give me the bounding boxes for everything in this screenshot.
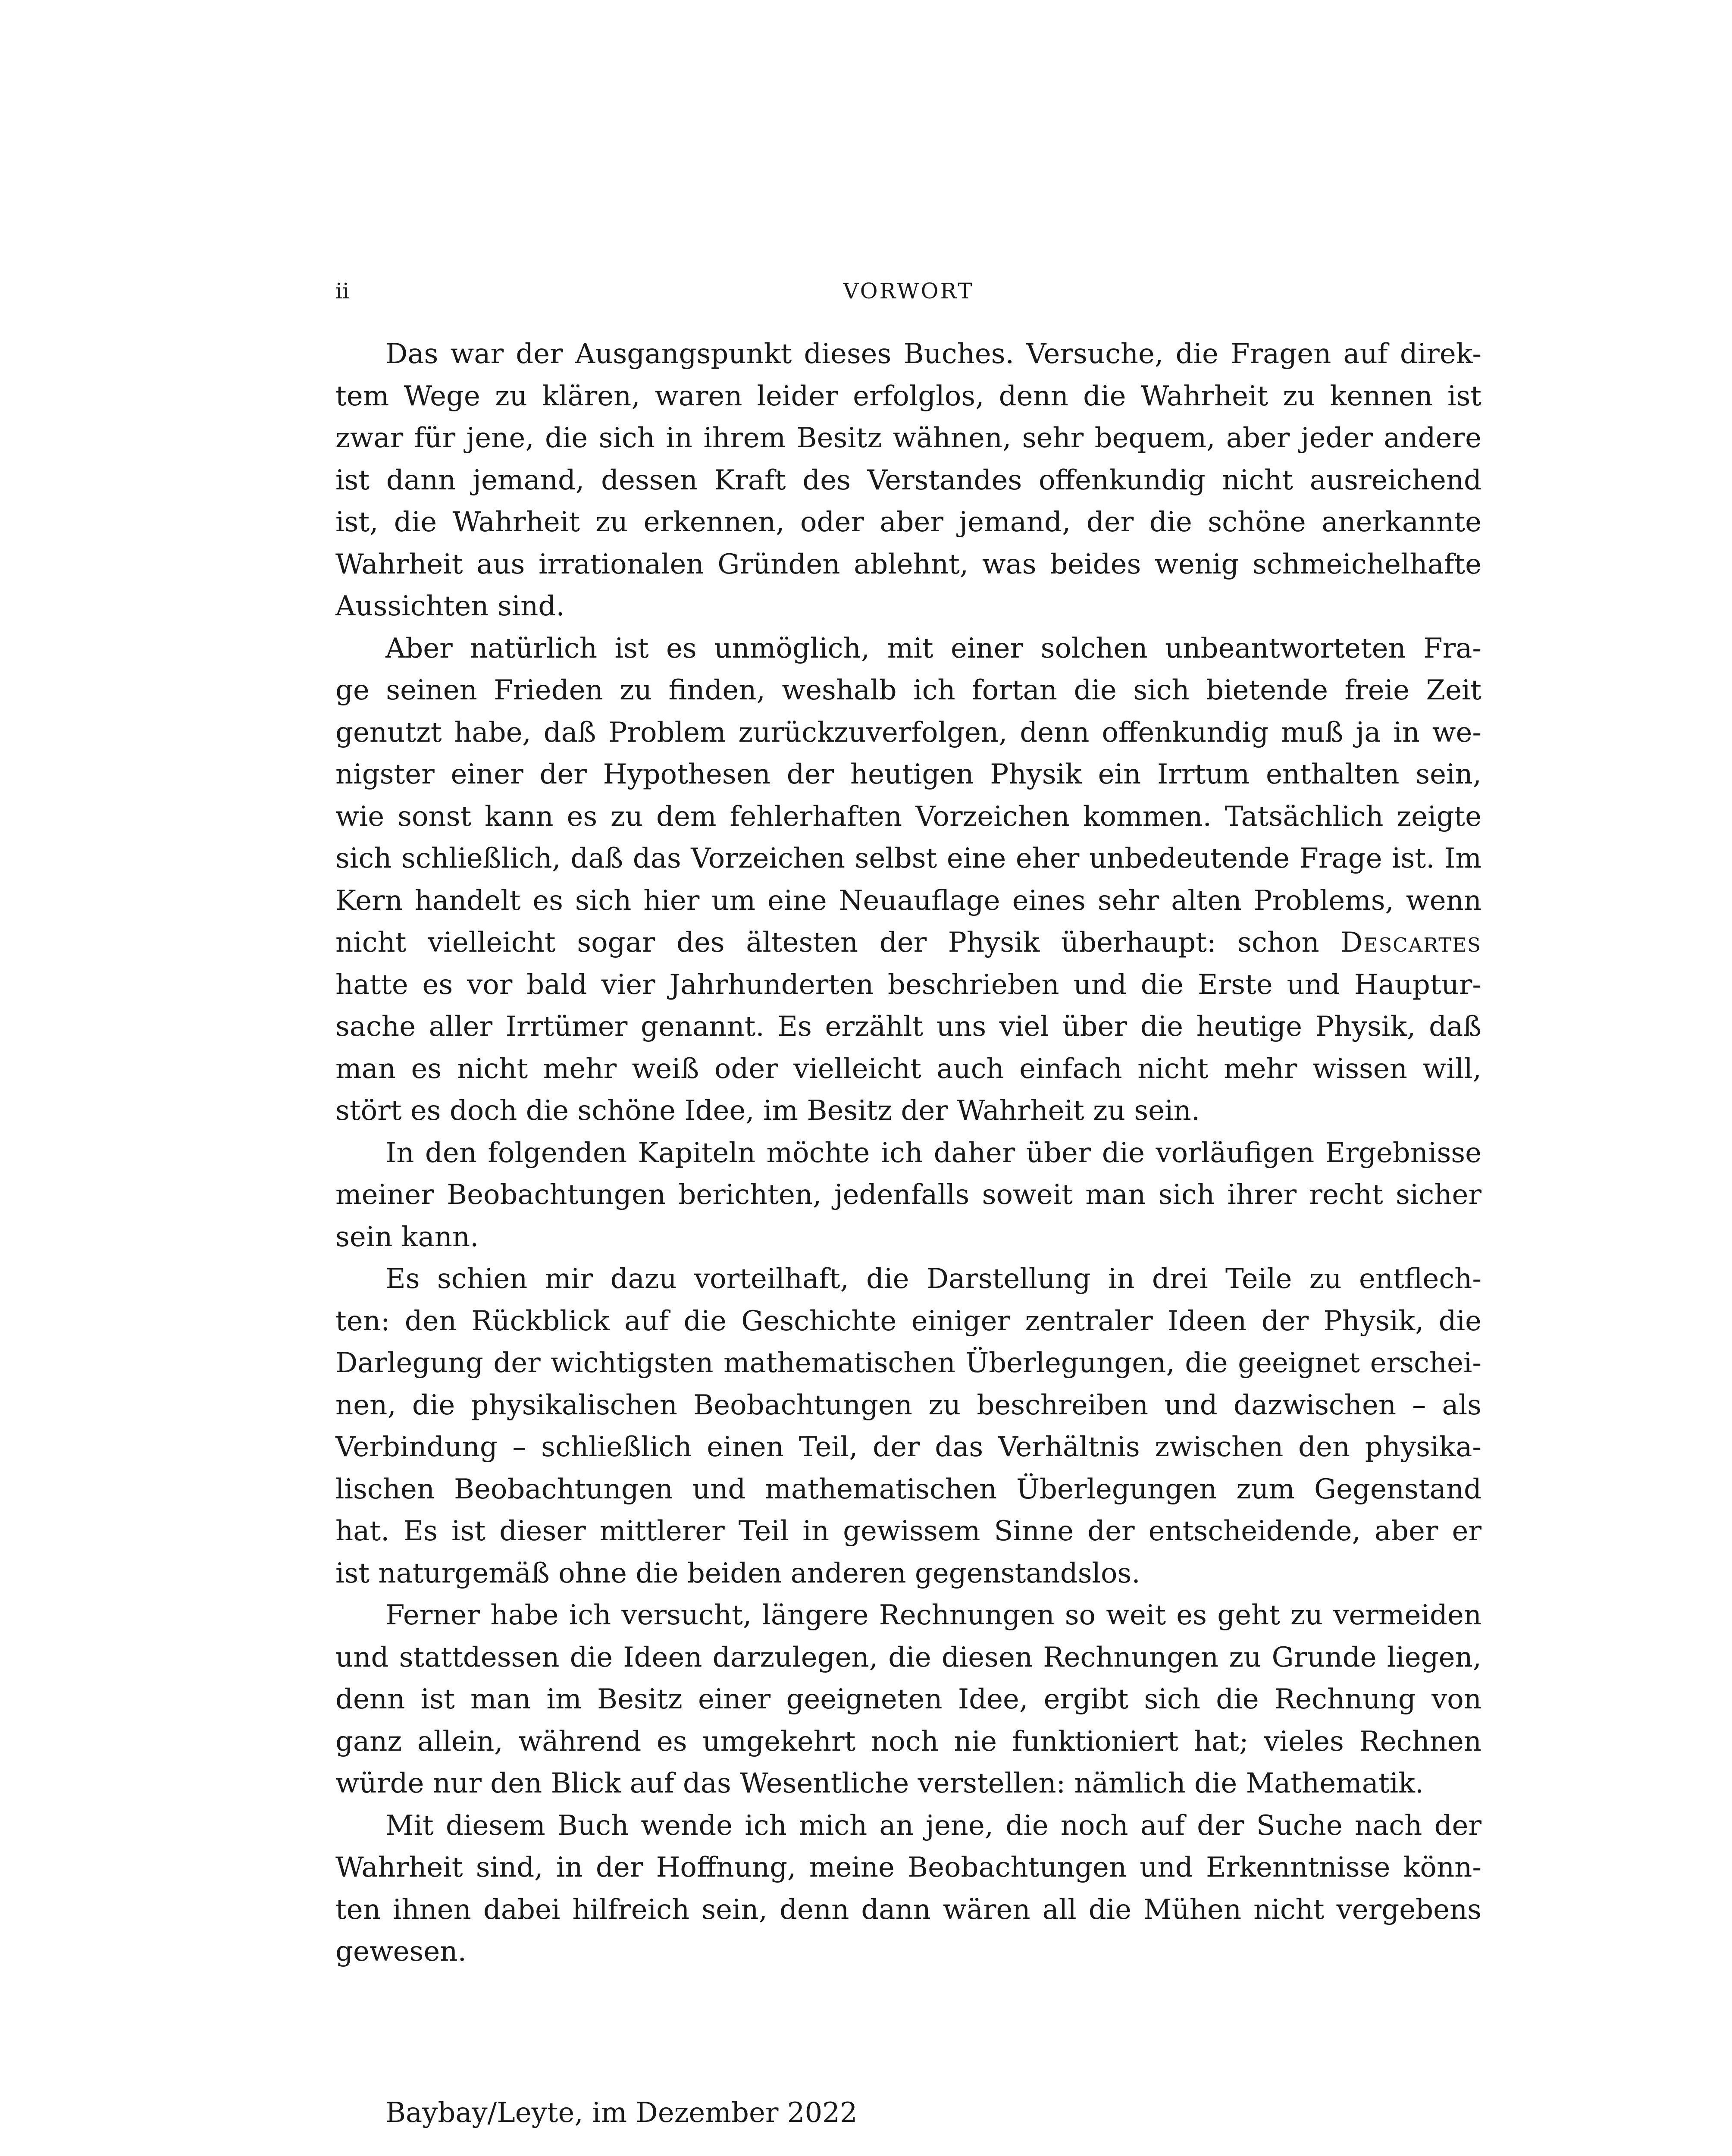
- text-line: man es nicht mehr weiß oder vielleicht auch einfach nicht mehr wissen will,: [335, 1053, 1481, 1085]
- paragraph-3: [335, 1132, 1481, 1259]
- text-line: wie sonst kann es zu dem fehlerhaften Vorzeichen kommen. Tatsächlich zeigte: [335, 800, 1481, 833]
- text-line: lischen Beobachtungen und mathematischen Überlegungen zum Gegenstand: [335, 1473, 1481, 1505]
- text-line: stört es doch die schöne Idee, im Besitz der Wahrheit zu sein.: [335, 1095, 1200, 1127]
- paragraph-5: [335, 1595, 1481, 1805]
- running-title: VORWORT: [843, 279, 974, 304]
- preface-body: [335, 333, 1481, 1973]
- text-line: Kern handelt es sich hier um eine Neuauflage eines sehr alten Problems, wenn: [335, 884, 1481, 917]
- paragraph-6: [335, 1805, 1481, 1973]
- text-line: ten ihnen dabei hilfreich sein, denn dann wären all die Mühen nicht vergebens: [335, 1893, 1481, 1926]
- text-line: meiner Beobachtungen berichten, jedenfalls soweit man sich ihrer recht sicher: [335, 1179, 1481, 1211]
- text-line: hat. Es ist dieser mittlerer Teil in gewissem Sinne der entscheidende, aber er: [335, 1515, 1481, 1547]
- text-line: Aber natürlich ist es unmöglich, mit einer solchen unbeantworteten Fra-: [385, 632, 1481, 664]
- text-line: sich schließlich, daß das Vorzeichen selbst eine eher unbedeutende Frage ist. Im: [335, 843, 1481, 874]
- text-line: Wahrheit sind, in der Hoffnung, meine Beobachtungen und Erkenntnisse könn-: [335, 1852, 1481, 1883]
- text-line: Aussichten sind.: [335, 590, 565, 622]
- text-fragment: nicht vielleicht sogar des ältesten der Physik überhaupt: schon: [335, 927, 1319, 959]
- text-line: ten: den Rückblick auf die Geschichte einiger zentraler Ideen der Physik, die: [335, 1305, 1481, 1337]
- text-line: Es schien mir dazu vorteilhaft, die Darstellung in drei Teile zu entflech-: [385, 1263, 1481, 1295]
- text-line: Ferner habe ich versucht, längere Rechnungen so weit es geht zu vermeiden: [385, 1599, 1481, 1631]
- paragraph-4: [335, 1258, 1481, 1595]
- text-line: Wahrheit aus irrationalen Gründen ablehnt, was beides wenig schmeichelhafte: [335, 548, 1481, 580]
- text-line: nigster einer der Hypothesen der heutigen Physik ein Irrtum enthalten sein,: [335, 758, 1481, 790]
- text-line: nen, die physikalischen Beobachtungen zu beschreiben und dazwischen – als: [335, 1389, 1481, 1421]
- text-line: Verbindung – schließlich einen Teil, der das Verhältnis zwischen den physika-: [335, 1431, 1481, 1463]
- text-line: genutzt habe, daß Problem zurückzuverfolgen, denn offenkundig muß ja in we-: [335, 716, 1481, 749]
- text-line: Das war der Ausgangspunkt dieses Buches. Versuche, die Fragen auf direk-: [385, 338, 1481, 370]
- text-line: und stattdessen die Ideen darzulegen, die diesen Rechnungen zu Grunde liegen,: [335, 1641, 1481, 1673]
- text-line: hatte es vor bald vier Jahrhunderten beschrieben und die Erste und Hauptur-: [335, 968, 1481, 1001]
- page-number: ii: [335, 279, 349, 304]
- paragraph-1: [335, 333, 1481, 628]
- text-line: ganz allein, während es umgekehrt noch nie funktioniert hat; vieles Rechnen: [335, 1725, 1481, 1758]
- text-line: ist dann jemand, dessen Kraft des Verstandes offenkundig nicht ausreichend: [335, 464, 1481, 496]
- text-line: sein kann.: [335, 1221, 479, 1253]
- text-line: zwar für jene, die sich in ihrem Besitz wähnen, sehr bequem, aber jeder andere: [335, 422, 1481, 454]
- running-head: [335, 276, 1481, 306]
- paragraph-2: [335, 628, 1481, 1132]
- text-line-with-name: [335, 922, 1481, 964]
- text-line: würde nur den Blick auf das Wesentliche verstellen: nämlich die Mathematik.: [335, 1767, 1424, 1799]
- text-line: In den folgenden Kapiteln möchte ich daher über die vorläufigen Ergebnisse: [385, 1137, 1481, 1169]
- text-line: ge seinen Frieden zu finden, weshalb ich fortan die sich bietende freie Zeit: [335, 674, 1481, 706]
- text-line: denn ist man im Besitz einer geeigneten Idee, ergibt sich die Rechnung von: [335, 1683, 1481, 1715]
- text-line: ist, die Wahrheit zu erkennen, oder aber jemand, der die schöne anerkannte: [335, 506, 1481, 538]
- place-and-date: Baybay/Leyte, im Dezember 2022: [385, 2097, 858, 2129]
- text-line: sache aller Irrtümer genannt. Es erzählt uns viel über die heutige Physik, daß: [335, 1011, 1481, 1043]
- text-line: tem Wege zu klären, waren leider erfolglos, denn die Wahrheit zu kennen ist: [335, 380, 1481, 412]
- text-line: ist naturgemäß ohne die beiden anderen gegenstandslos.: [335, 1557, 1140, 1589]
- text-line: Darlegung der wichtigsten mathematischen Überlegungen, die geeignet erschei-: [335, 1347, 1481, 1379]
- text-line: gewesen.: [335, 1936, 467, 1968]
- text-line: Mit diesem Buch wende ich mich an jene, die noch auf der Suche nach der: [385, 1809, 1481, 1842]
- author-name-descartes: Descartes: [1340, 927, 1481, 959]
